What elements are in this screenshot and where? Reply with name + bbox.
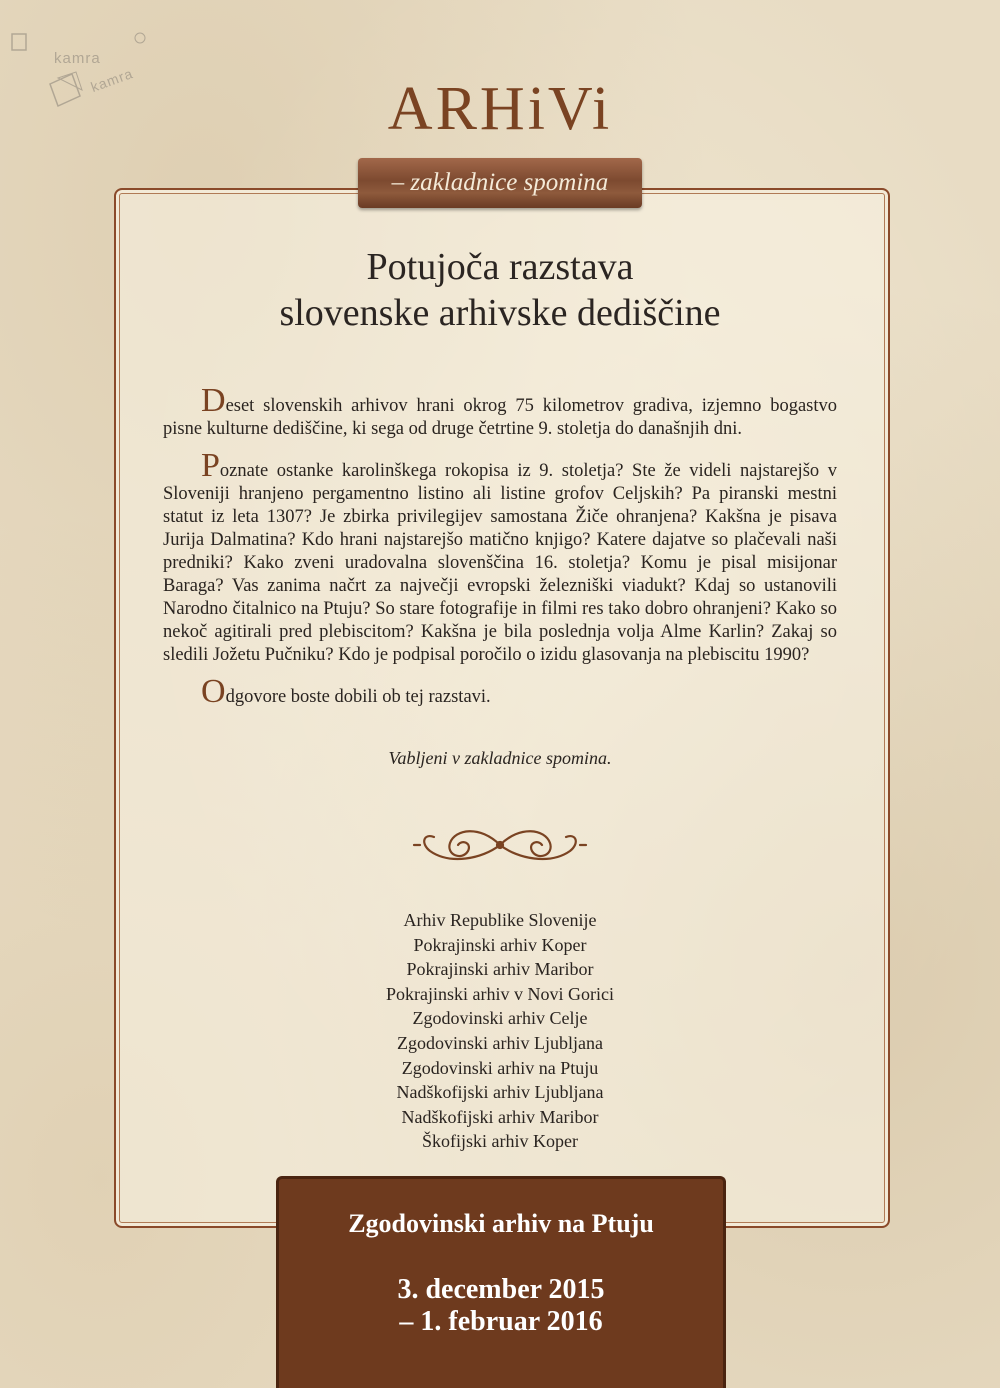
dropcap: O [201,673,226,710]
paragraph-text: oznate ostanke karolinškega rokopisa iz 9. stoletja? Ste že videli najstarejšo v Sloveniji hranjeno pergamentno listino ali listine grofov Celjskih? Pa piranski mestni statut iz leta 1307? Je zbirka privilegijev samostana Žiče ohranjena? Kakšna je pisava Jurija Dalmatina? Kdo hrani najstarejšo matično knjigo? Katere dajatve so plačevali naši predniki? Kako zveni uradovalna slovenščina 16. stoletja? Komu je pisal misijonar Baraga? Vas zanima načrt za največji evropski železniški viadukt? Kdaj so ustanovili Narodno čitalnico na Ptuju? So stare fotografije in filmi res tako dobro ohranjeni? Kako so nekoč agitirali pred plebiscitom? Kakšna je bila poslednja volja Alme Karlin? Zakaj so sledili Jožetu Pučniku? Kdo je podpisal poročilo o izidu glasovanja na plebiscitu 1990? [163,461,837,665]
invitation-text: Vabljeni v zakladnice spomina. [388,748,612,768]
heading-line-1: Potujoča razstava [366,246,634,288]
dropcap: D [201,382,226,419]
paragraph-2 [163,447,837,667]
watermark-text-1: kamra [54,50,101,67]
list-item: Nadškofijski arhiv Ljubljana [396,1082,604,1103]
watermark-text-2: kamra [88,64,136,96]
list-item: Zgodovinski arhiv Celje [412,1008,588,1029]
venue-date-banner [276,1176,726,1388]
list-item: Škofijski arhiv Koper [422,1131,578,1152]
list-item: Nadškofijski arhiv Maribor [401,1106,599,1127]
page-heading [0,244,1000,336]
paragraph-1 [163,382,837,441]
flourish-ornament-icon [410,815,590,873]
list-item: Zgodovinski arhiv Ljubljana [397,1032,603,1053]
heading-line-2: slovenske arhivske dediščine [279,292,721,334]
paragraph-text: dgovore boste dobili ob tej razstavi. [225,687,491,707]
list-item: Pokrajinski arhiv v Novi Gorici [386,983,614,1004]
list-item: Arhiv Republike Slovenije [403,910,597,930]
list-item: Zgodovinski arhiv na Ptuju [401,1057,599,1078]
list-item: Pokrajinski arhiv Maribor [406,959,594,980]
logo-subtitle-plank: – zakladnice spomina [358,158,642,208]
body-text [163,382,837,725]
banner-date-end: – 1. februar 2016 [399,1306,603,1337]
banner-date-start: 3. december 2015 [397,1274,605,1305]
paragraph-3 [163,673,837,710]
archives-list [0,908,1000,1154]
list-item: Pokrajinski arhiv Koper [413,934,587,955]
dropcap: P [201,447,220,484]
banner-venue: Zgodovinski arhiv na Ptuju [348,1209,654,1238]
paragraph-text: eset slovenskih arhivov hrani okrog 75 kilometrov gradiva, izjemno bogastvo pisne kulturne dediščine, ki sega od druge četrtine 9. stoletja do današnjih dni. [163,396,837,439]
logo-title: ARHiVi [387,75,613,143]
